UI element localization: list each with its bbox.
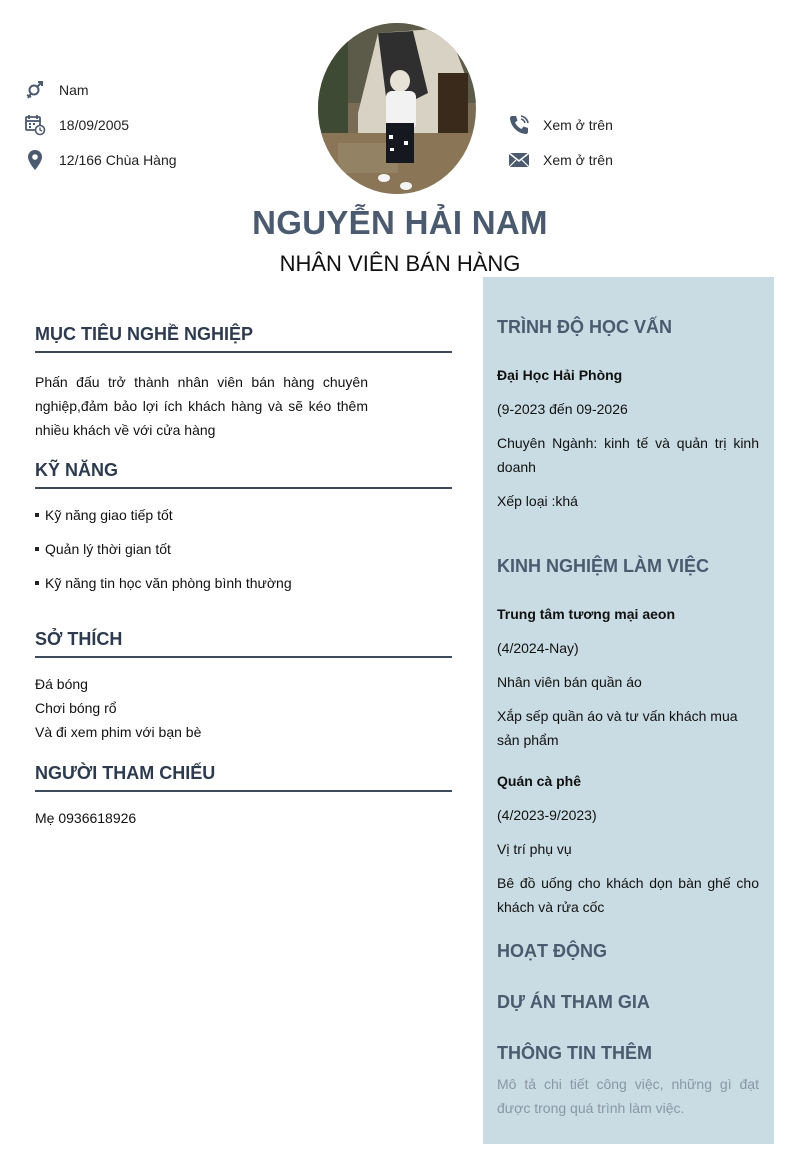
bullet-icon <box>35 581 39 585</box>
education-period: (9-2023 đến 09-2026 <box>497 401 628 417</box>
education-school: Đại Học Hải Phòng <box>497 367 623 383</box>
education-rank: Xếp loại :khá <box>497 493 578 509</box>
skills-title: KỸ NĂNG <box>35 460 452 489</box>
email-value: Xem ở trên <box>543 152 613 168</box>
activities-title: HOẠT ĐỘNG <box>497 941 607 961</box>
additional-info-text: Mô tả chi tiết công việc, những gì đạt được trong quá trình làm việc. <box>497 1076 759 1116</box>
experience-title: KINH NGHIỆM LÀM VIỆC <box>497 556 710 576</box>
calendar-icon <box>24 114 46 136</box>
gender-icon <box>24 79 46 101</box>
education-major: Chuyên Ngành: kinh tế và quản trị kinh doanh <box>497 435 759 475</box>
objective-text: Phấn đấu trở thành nhân viên bán hàng chuyên nghiệp,đảm bảo lợi ích khách hàng và sẽ kéo thêm nhiều khách về với cửa hàng <box>35 374 368 438</box>
gender-row <box>24 79 89 101</box>
location-pin-icon <box>24 149 46 171</box>
references-text: Mẹ 0936618926 <box>35 810 137 826</box>
job-position: Nhân viên bán quần áo <box>497 674 642 690</box>
job-title: NHÂN VIÊN BÁN HÀNG <box>279 251 521 276</box>
job-company: Quán cà phê <box>497 773 582 789</box>
objective-title: MỤC TIÊU NGHỀ NGHIỆP <box>35 324 452 353</box>
birthdate-value: 18/09/2005 <box>59 117 130 133</box>
gender-value: Nam <box>59 82 89 98</box>
email-row <box>508 149 613 171</box>
avatar <box>318 23 476 194</box>
hobby-item: Chơi bóng rổ <box>35 700 117 716</box>
projects-title: DỰ ÁN THAM GIA <box>497 992 650 1012</box>
hobby-item: Đá bóng <box>35 676 88 692</box>
skill-item: Kỹ năng tin học văn phòng bình thường <box>35 575 292 591</box>
bullet-icon <box>35 513 39 517</box>
job-period: (4/2024-Nay) <box>497 640 579 656</box>
full-name: NGUYỄN HẢI NAM <box>252 204 548 241</box>
address-row <box>24 149 177 171</box>
job-description: Xắp sếp quần áo và tư vấn khách mua sản phẩm <box>497 708 738 748</box>
skill-item: Quản lý thời gian tốt <box>35 541 171 557</box>
skill-item: Kỹ năng giao tiếp tốt <box>35 507 173 523</box>
hobbies-title: SỞ THÍCH <box>35 629 452 658</box>
birthdate-row <box>24 114 129 136</box>
phone-icon <box>508 114 530 136</box>
bullet-icon <box>35 547 39 551</box>
phone-value: Xem ở trên <box>543 117 613 133</box>
address-value: 12/166 Chùa Hàng <box>59 152 177 168</box>
job-company: Trung tâm tương mại aeon <box>497 606 675 622</box>
hobby-item: Và đi xem phim với bạn bè <box>35 724 202 740</box>
job-description: Bê đồ uống cho khách dọn bàn ghế cho khách và rửa cốc <box>497 875 759 915</box>
additional-info-title: THÔNG TIN THÊM <box>497 1043 652 1063</box>
envelope-icon <box>508 149 530 171</box>
job-period: (4/2023-9/2023) <box>497 807 597 823</box>
education-title: TRÌNH ĐỘ HỌC VẤN <box>497 317 672 337</box>
job-position: Vị trí phụ vụ <box>497 841 572 857</box>
phone-row <box>508 114 613 136</box>
references-title: NGƯỜI THAM CHIẾU <box>35 763 452 792</box>
